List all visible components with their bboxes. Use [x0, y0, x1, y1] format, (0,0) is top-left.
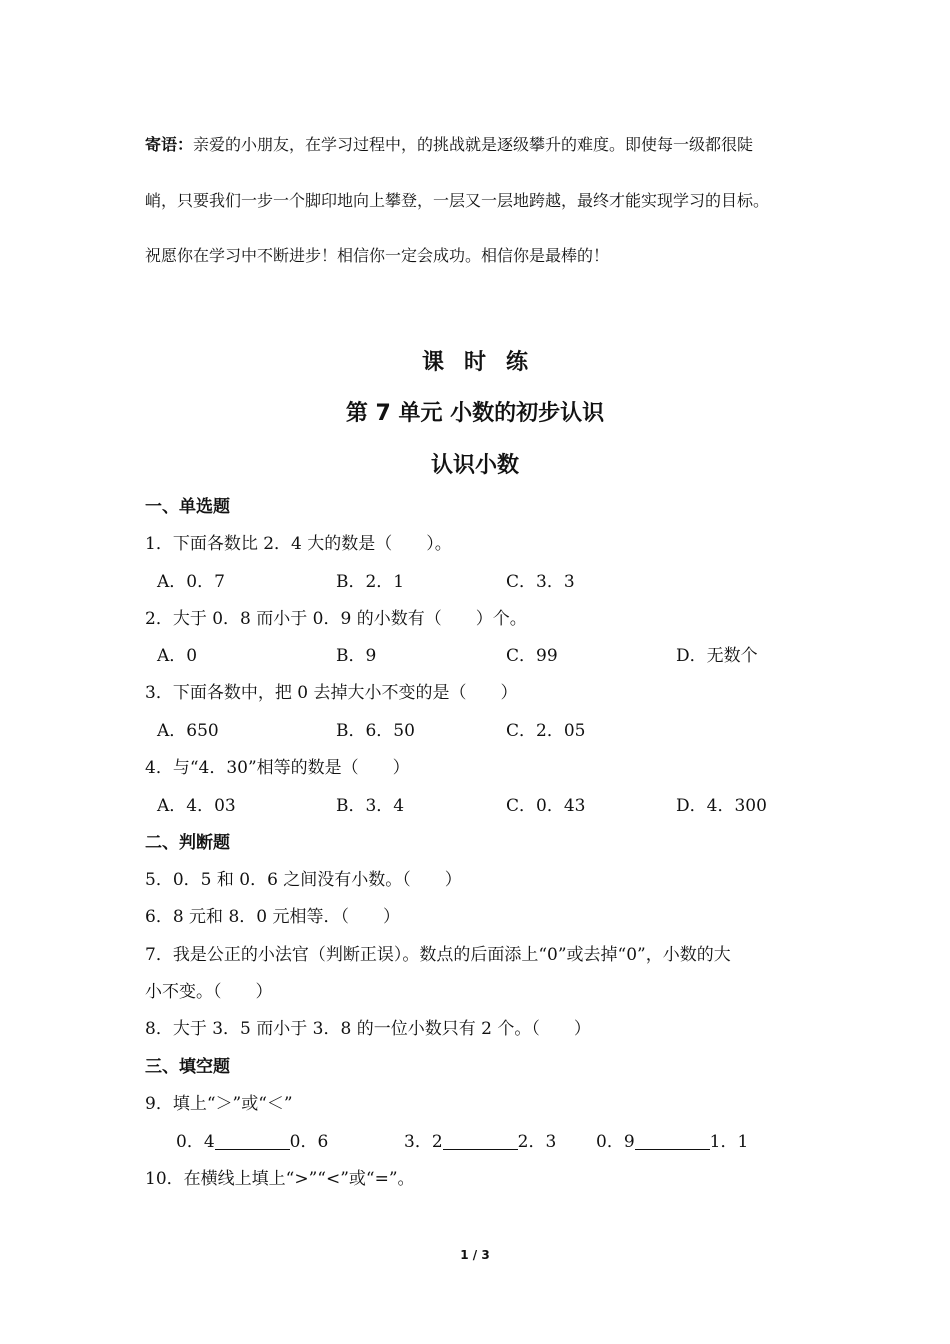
intro-line-2: 峭，只要我们一步一个脚印地向上攀登，一层又一层地跨越，最终才能实现学习的目标。 — [145, 191, 770, 210]
q4-option-a: A．4．03 — [157, 796, 236, 816]
question-6: 6．8 元和 8．0 元相等．（ ） — [145, 907, 400, 927]
intro-label: 寄语： — [145, 135, 194, 154]
q9-pair-3-left: 0．9 — [596, 1132, 635, 1152]
question-1: 1．下面各数比 2．4 大的数是（ ）。 — [145, 534, 452, 554]
section-fill-blank: 三、填空题 — [145, 1057, 230, 1077]
q2-option-a: A．0 — [157, 646, 198, 666]
doc-title: 课时练 — [421, 350, 548, 375]
question-3: 3．下面各数中，把 0 去掉大小不变的是（ ） — [145, 683, 518, 703]
question-8: 8．大于 3．5 而小于 3．8 的一位小数只有 2 个。（ ） — [145, 1019, 591, 1039]
q4-option-d: D．4．300 — [676, 796, 767, 816]
lesson-title: 认识小数 — [430, 453, 519, 478]
intro-line-1 — [145, 132, 753, 155]
q9-blank-3[interactable] — [635, 1131, 710, 1150]
q9-blank-2[interactable] — [443, 1131, 518, 1150]
q9-pair-3 — [596, 1127, 748, 1152]
q3-option-a: A．650 — [157, 721, 219, 741]
q1-option-b: B．2．1 — [336, 572, 405, 592]
question-10: 10．在横线上填上“>”“<”或“=”。 — [145, 1169, 415, 1189]
unit-title: 第 7 单元 小数的初步认识 — [345, 401, 605, 426]
q2-option-c: C．99 — [506, 646, 558, 666]
q9-pair-2 — [404, 1127, 556, 1152]
intro-text-1: 亲爱的小朋友，在学习过程中，的挑战就是逐级攀升的难度。即使每一级都很陡 — [193, 135, 754, 154]
q9-pair-2-left: 3．2 — [404, 1132, 443, 1152]
q4-option-c: C．0．43 — [506, 796, 586, 816]
question-5: 5．0．5 和 0．6 之间没有小数。（ ） — [145, 870, 462, 890]
intro-line-3: 祝愿你在学习中不断进步！相信你一定会成功。相信你是最棒的！ — [145, 246, 610, 265]
page-number: 1 / 3 — [460, 1248, 490, 1262]
q9-pair-1-right: 0．6 — [289, 1132, 329, 1152]
q9-pair-2-right: 2．3 — [517, 1132, 557, 1152]
q9-pair-1-left: 0．4 — [176, 1132, 215, 1152]
q2-option-d: D．无数个 — [676, 646, 758, 666]
question-4: 4．与“4．30”相等的数是（ ） — [145, 758, 410, 778]
section-single-choice: 一、单选题 — [145, 497, 230, 517]
q4-option-b: B．3．4 — [336, 796, 405, 816]
section-true-false: 二、判断题 — [145, 833, 230, 853]
question-7-line-2: 小不变。（ ） — [145, 982, 273, 1002]
q9-pair-1 — [176, 1127, 328, 1152]
question-9: 9．填上“＞”或“＜” — [145, 1094, 293, 1114]
question-7-line-1: 7．我是公正的小法官（判断正误）。数点的后面添上“0”或去掉“0”，小数的大 — [145, 945, 731, 965]
q1-option-a: A．0．7 — [157, 572, 225, 592]
q3-option-b: B．6．50 — [336, 721, 415, 741]
q3-option-c: C．2．05 — [506, 721, 586, 741]
q9-pair-3-right: 1．1 — [709, 1132, 749, 1152]
q2-option-b: B．9 — [336, 646, 377, 666]
q1-option-c: C．3．3 — [506, 572, 575, 592]
q9-blank-1[interactable] — [215, 1131, 290, 1150]
question-2: 2．大于 0．8 而小于 0．9 的小数有（ ）个。 — [145, 609, 527, 629]
